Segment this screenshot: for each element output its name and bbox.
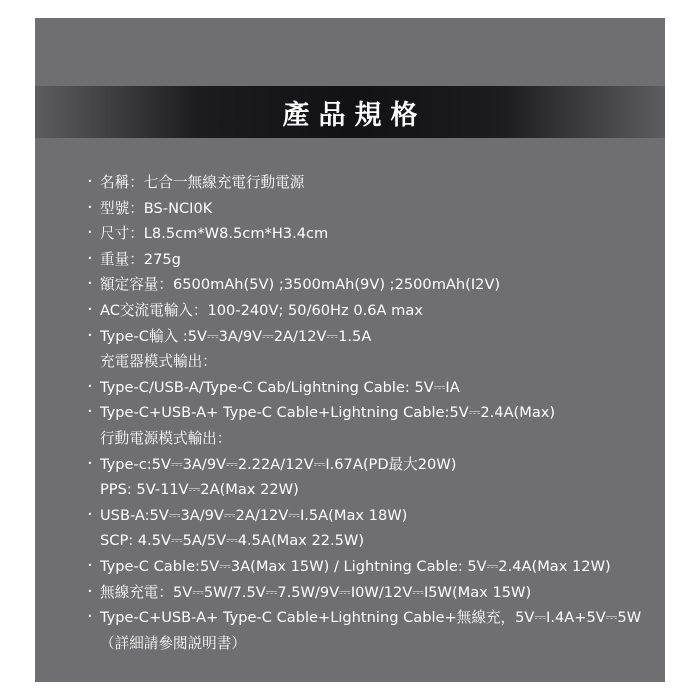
spec-line: （詳細請參閱説明書） <box>100 634 246 652</box>
spec-line: · 額定容量：6500mAh(5V) ;3500mAh(9V) ;2500mAh(I2V) <box>87 272 639 298</box>
spec-line: 充電器模式輸出： <box>100 353 217 371</box>
spec-line: · Type-C Cable:5V⎓3A(Max 15W) / Lightning Cable: 5V⎓2.4A(Max 12W) <box>87 554 639 580</box>
spec-line: · Type-c:5V⎓3A/9V⎓2.22A/12V⎓I.67A(PD最大20W) <box>87 452 639 478</box>
title-band <box>35 86 665 138</box>
spec-line: 行動電源模式輸出： <box>100 429 232 447</box>
spec-line: · 重量：275g <box>87 247 639 273</box>
specification-list <box>87 170 642 656</box>
spec-line: · 型號：BS-NCI0K <box>87 196 639 222</box>
spec-line: SCP: 4.5V⎓5A/5V⎓4.5A(Max 22.5W) <box>100 532 365 550</box>
spec-line: · Type-C+USB-A+ Type-C Cable+Lightning Cable:5V⎓2.4A(Max) <box>87 400 639 426</box>
spec-line: PPS: 5V-11V⎓2A(Max 22W) <box>100 481 299 499</box>
spec-card <box>35 18 665 682</box>
spec-line: · Type-C+USB-A+ Type-C Cable+Lightning Cable+無線充，5V⎓I.4A+5V⎓5W <box>87 605 639 631</box>
spec-line: · AC交流電輸入：100-240V; 50/60Hz 0.6A max <box>87 298 639 324</box>
spec-line: · 名稱：七合一無線充電行動電源 <box>87 170 639 196</box>
spec-line: · 無線充電：5V⎓5W/7.5V⎓7.5W/9V⎓I0W/12V⎓I5W(Max 15W) <box>87 580 639 606</box>
page-title: 產品規格 <box>282 99 427 131</box>
spec-line: · 尺寸：L8.5cm*W8.5cm*H3.4cm <box>87 221 639 247</box>
spec-line: · Type-C輸入 :5V⎓3A/9V⎓2A/12V⎓1.5A <box>87 324 639 350</box>
spec-line: · Type-C/USB-A/Type-C Cab/Lightning Cable: 5V⎓IA <box>87 375 639 401</box>
spec-line: · USB-A:5V⎓3A/9V⎓2A/12V⎓I.5A(Max 18W) <box>87 503 639 529</box>
